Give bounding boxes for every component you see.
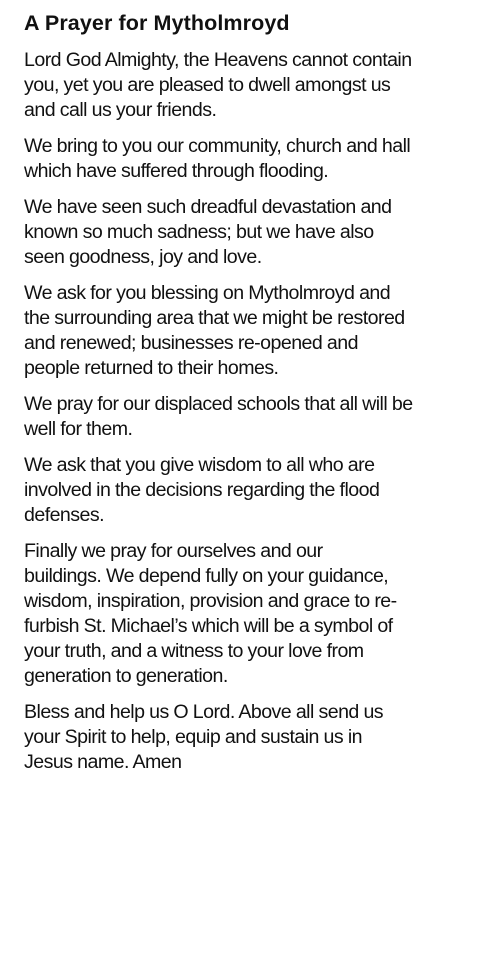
paragraph-community: We bring to you our community, church and hall which have suffered through flooding. bbox=[24, 135, 411, 182]
prayer-title: A Prayer for Mytholmroyd bbox=[24, 11, 290, 35]
paragraph-devastation: We have seen such dreadful devastation and known so much sadness; but we have also seen goodness, joy and love. bbox=[24, 196, 392, 268]
paragraph-wisdom: We ask that you give wisdom to all who are involved in the decisions regarding the flood defenses. bbox=[24, 454, 380, 526]
paragraph-ourselves: Finally we pray for ourselves and our buildings. We depend fully on your guidance, wisdom, inspiration, provision and grace to re- furbish St. Michael’s which will be a symbol of your truth, and a witness to your love from generation to generation. bbox=[24, 540, 397, 687]
paragraph-closing: Bless and help us O Lord. Above all send us your Spirit to help, equip and sustain us in Jesus name. Amen bbox=[24, 701, 384, 773]
paragraph-blessing: We ask for you blessing on Mytholmroyd and the surrounding area that we might be restored and renewed; businesses re-opened and people returned to their homes. bbox=[24, 282, 405, 379]
paragraph-schools: We pray for our displaced schools that all will be well for them. bbox=[24, 393, 413, 440]
paragraph-invocation: Lord God Almighty, the Heavens cannot contain you, yet you are pleased to dwell amongst us and call us your friends. bbox=[24, 49, 412, 121]
